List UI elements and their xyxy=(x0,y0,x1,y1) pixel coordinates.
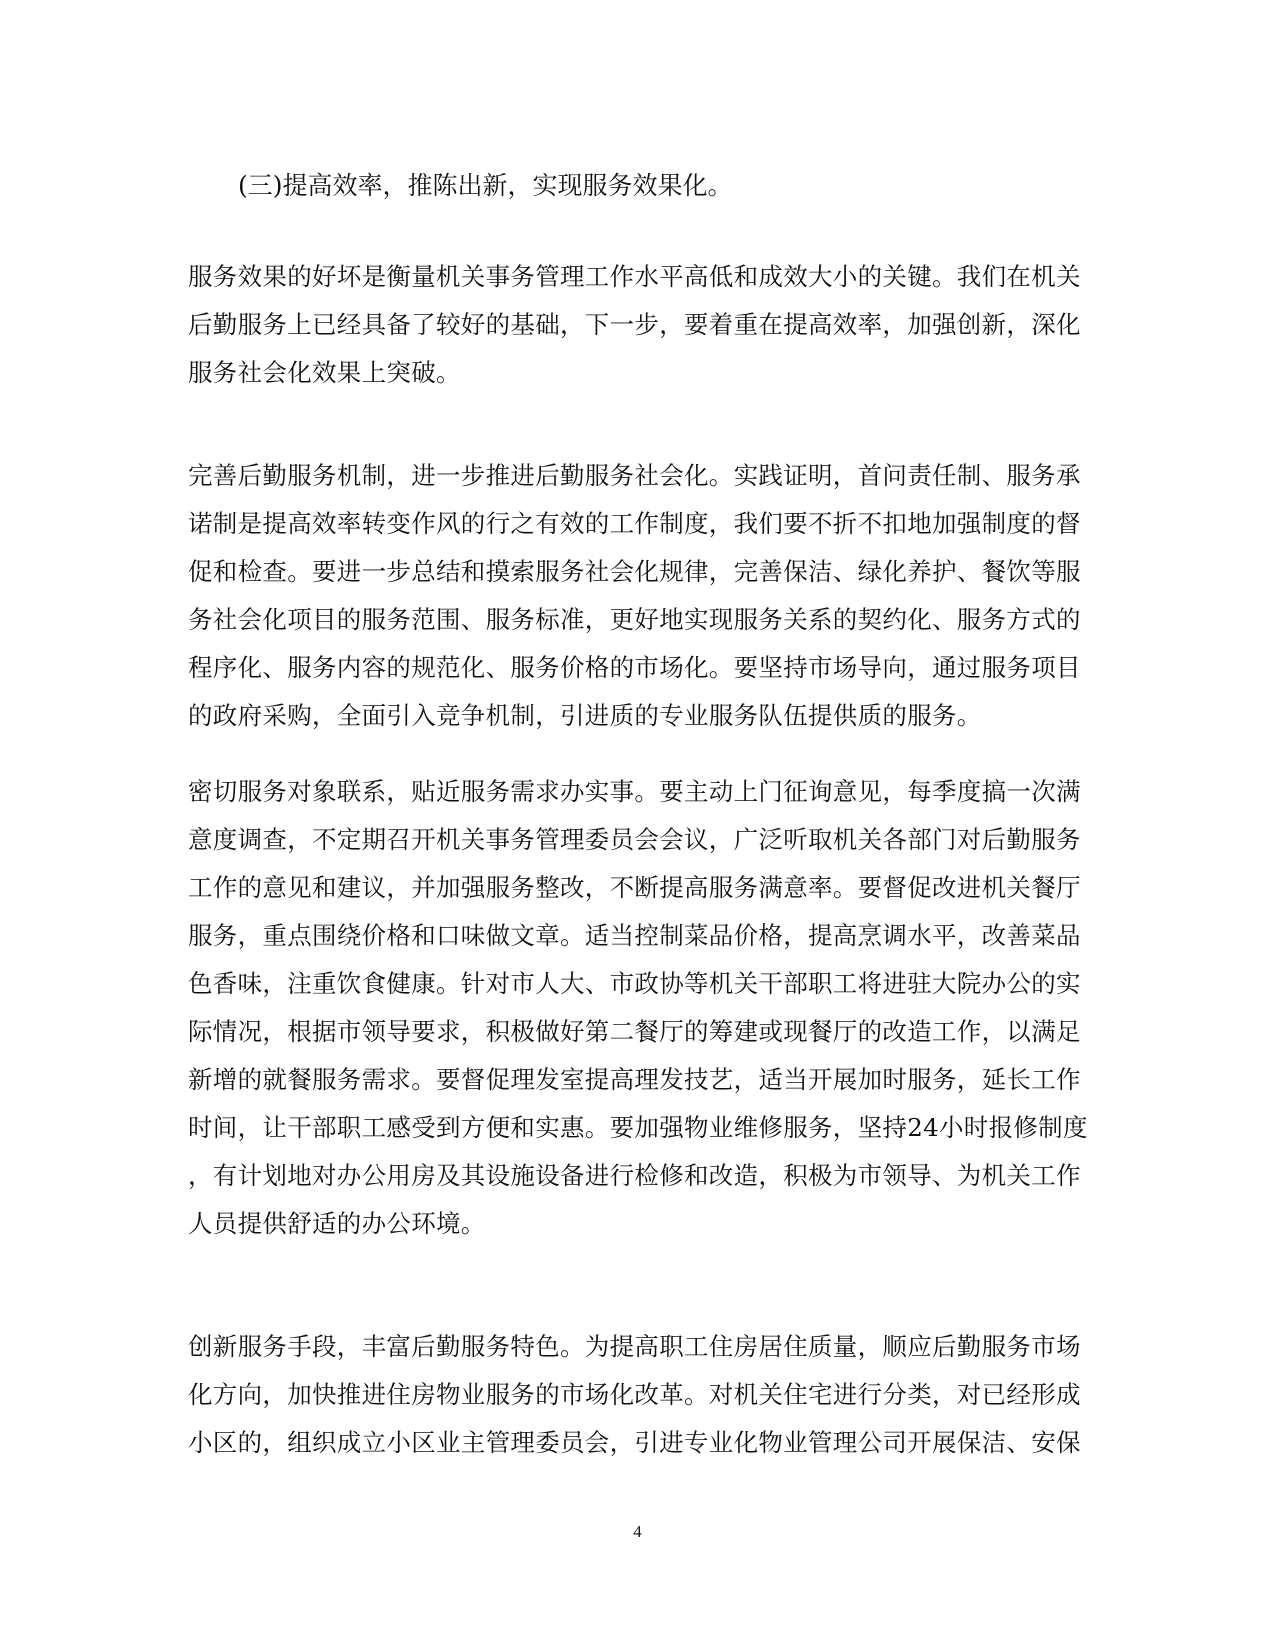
text-line: 完善后勤服务机制，进一步推进后勤服务社会化。实践证明，首问责任制、服务承 xyxy=(188,461,1081,490)
text-line: 工作的意见和建议，并加强服务整改，不断提高服务满意率。要督促改进机关餐厅 xyxy=(188,873,1081,902)
text-line: 后勤服务上已经具备了较好的基础，下一步，要着重在提高效率，加强创新，深化 xyxy=(188,310,1081,339)
text-line: 密切服务对象联系，贴近服务需求办实事。要主动上门征询意见，每季度搞一次满 xyxy=(188,777,1081,806)
paragraph-1 xyxy=(188,253,1088,397)
text-line: 务社会化项目的服务范围、服务标准，更好地实现服务关系的契约化、服务方式的 xyxy=(188,605,1081,634)
paragraph-2 xyxy=(188,452,1088,740)
text-line: 服务社会化效果上突破。 xyxy=(188,358,461,387)
text-line: 的政府采购，全面引入竞争机制，引进质的专业服务队伍提供质的服务。 xyxy=(188,701,982,730)
paragraph-4 xyxy=(188,1323,1088,1467)
page-number: 4 xyxy=(633,1522,642,1541)
text-line: 促和检查。要进一步总结和摸索服务社会化规律，完善保洁、绿化养护、餐饮等服 xyxy=(188,557,1081,586)
text-line: 服务效果的好坏是衡量机关事务管理工作水平高低和成效大小的关键。我们在机关 xyxy=(188,262,1081,291)
text-line: 新增的就餐服务需求。要督促理发室提高理发技艺，适当开展加时服务，延长工作 xyxy=(188,1065,1081,1094)
text-line: 意度调查，不定期召开机关事务管理委员会会议，广泛听取机关各部门对后勤服务 xyxy=(188,825,1081,854)
paragraph-3 xyxy=(188,768,1088,1248)
text-line: 色香味，注重饮食健康。针对市人大、市政协等机关干部职工将进驻大院办公的实 xyxy=(188,969,1081,998)
text-line: 化方向，加快推进住房物业服务的市场化改革。对机关住宅进行分类，对已经形成 xyxy=(188,1380,1081,1409)
text-line: 时间，让干部职工感受到方便和实惠。要加强物业维修服务，坚持24小时报修制度 xyxy=(188,1113,1088,1142)
text-line: 服务，重点围绕价格和口味做文章。适当控制菜品价格，提高烹调水平，改善菜品 xyxy=(188,921,1081,950)
text-line: 人员提供舒适的办公环境。 xyxy=(188,1209,486,1238)
text-line: 小区的，组织成立小区业主管理委员会，引进专业化物业管理公司开展保洁、安保 xyxy=(188,1428,1081,1457)
text-line: 诺制是提高效率转变作风的行之有效的工作制度，我们要不折不扣地加强制度的督 xyxy=(188,509,1081,538)
text-line: 程序化、服务内容的规范化、服务价格的市场化。要坚持市场导向，通过服务项目 xyxy=(188,653,1081,682)
text-line: 际情况，根据市领导要求，积极做好第二餐厅的筹建或现餐厅的改造工作，以满足 xyxy=(188,1017,1081,1046)
text-line: 创新服务手段，丰富后勤服务特色。为提高职工住房居住质量，顺应后勤服务市场 xyxy=(188,1332,1081,1361)
section-heading: (三)提高效率，推陈出新，实现服务效果化。 xyxy=(238,171,733,200)
text-line: ，有计划地对办公用房及其设施设备进行检修和改造，积极为市领导、为机关工作 xyxy=(188,1161,1081,1190)
